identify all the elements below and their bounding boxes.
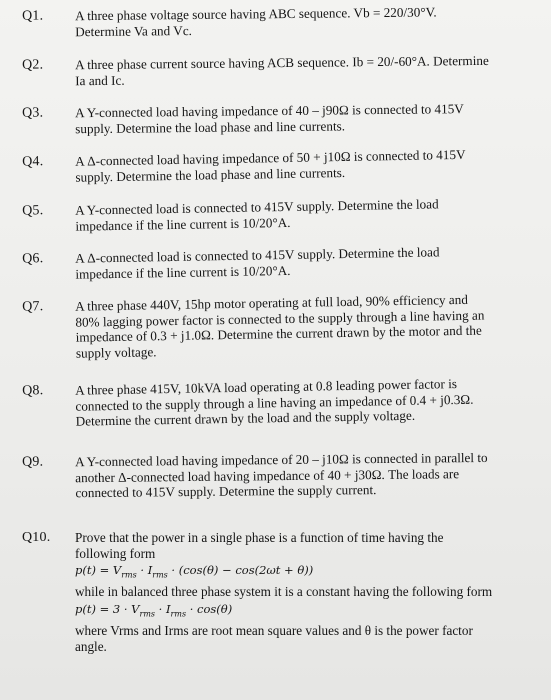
- question-4: [0, 145, 551, 185]
- power-formula-three-phase: $p(t) = 3 \cdot V_{rms} \cdot I_{rms} \cdot \cos(\theta)$: [75, 602, 233, 619]
- question-text: A Y-connected load is connected to 415V supply. Determine the load impedance if the line current is 10/20°A.: [74, 196, 439, 234]
- question-2: [0, 52, 551, 88]
- power-formula-single-phase: $p(t) = V_{rms} \cdot I_{rms} \cdot (\cos(\theta) - \cos(2\omega t + \theta))$: [75, 563, 314, 580]
- question-text: A Y-connected load having impedance of 20 – j10Ω is connected in parallel to another Δ-connected load having impedance of 40 + j30Ω. The loads are connected to 415V supply. Determine the supply current.: [74, 449, 488, 501]
- question-text: A Δ-connected load having impedance of 50 + j10Ω is connected to 415V supply. Determine the load phase and line currents.: [74, 146, 466, 185]
- question-text: A three phase 415V, 10kVA load operating at 0.8 leading power factor is connected to the supply through a line having an impedance of 0.4 + j0.3Ω. Determine the current drawn by the load and the supply voltage.: [74, 376, 474, 429]
- question-text: A three phase current source having ACB sequence. Ib = 20/-60°A. Determine Ia and Ic.: [74, 52, 489, 88]
- question-number: Q7.: [21, 299, 44, 315]
- question-8: [0, 374, 551, 429]
- question-1: [0, 3, 551, 39]
- question-6: [0, 242, 551, 282]
- question-number: Q1.: [21, 8, 44, 24]
- question-text: Prove that the power in a single phase is a function of time having the following form $p(t) = V_{rms} \cdot I_{rms} \cdot (\cos(\theta) - \cos(2\omega t + \theta))$ while in balanced three phase system it is a constant having the following form $p(t) = 3 \cdot V_{rms} \cdot I_{rms} \cdot \cos(\theta)$ where Vrms and Irms are root mean square values and θ is the power factor angle.: [75, 530, 511, 655]
- question-number: Q3.: [21, 105, 44, 121]
- question-text: A Y-connected load having impedance of 40 – j90Ω is connected to 415V supply. Determine the load phase and line currents.: [74, 101, 464, 136]
- question-number: Q2.: [21, 57, 44, 73]
- question-number: Q6.: [21, 251, 44, 267]
- question-text: A three phase 440V, 15hp motor operating at full load, 90% efficiency and 80% lagging power factor is connected to the supply through a line having an impedance of 0.3 + j1.0Ω. Determine the current drawn by the motor and the supply voltage.: [74, 291, 485, 361]
- question-number: Q10.: [22, 530, 51, 545]
- question-text: A Δ-connected load is connected to 415V supply. Determine the load impedance if the line current is 10/20°A.: [74, 244, 440, 282]
- question-number: Q9.: [21, 454, 44, 470]
- question-number: Q8.: [21, 383, 44, 399]
- question-3: [0, 100, 551, 136]
- question-5: [0, 194, 551, 234]
- question-number: Q4.: [21, 154, 44, 170]
- question-9: [0, 449, 551, 501]
- question-7: [0, 290, 551, 361]
- question-text: A three phase voltage source having ABC sequence. Vb = 220/30°V. Determine Va and Vc.: [74, 4, 437, 39]
- question-number: Q5.: [21, 203, 44, 219]
